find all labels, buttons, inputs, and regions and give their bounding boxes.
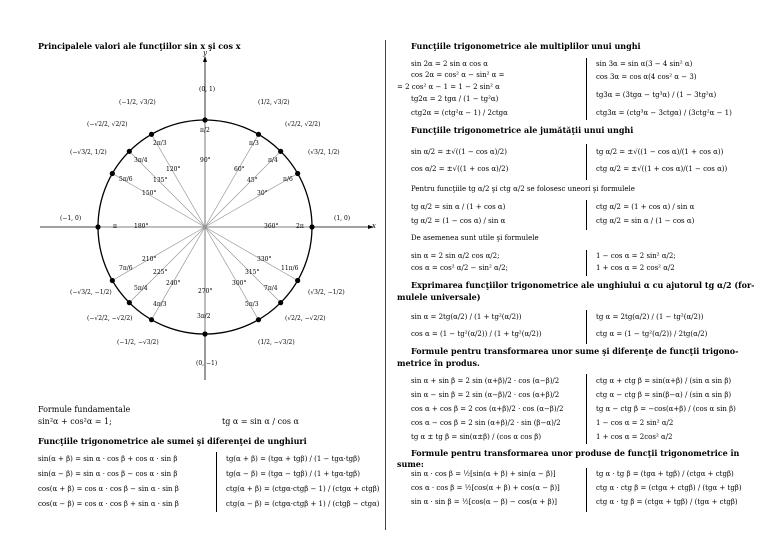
multiple-title: Funcţiile trigonometrice ale multiplilor unui unghi: [411, 41, 641, 51]
tg-formula-1: tg(α + β) = (tgα + tgβ) / (1 − tgα·tgβ): [226, 455, 360, 463]
coord-330: (√3/2, −1/2): [308, 289, 345, 296]
coord-300: (1/2, −√3/2): [258, 339, 295, 346]
point-360: [309, 224, 314, 229]
multiple-right-1: sin 3α = sin α(3 − 4 sin² α): [596, 60, 693, 68]
fundamental-title: Formule fundamentale: [38, 405, 131, 414]
multiple-divider: [586, 58, 587, 120]
transform-right-5: 1 + cos α = 2cos² α/2: [596, 433, 673, 441]
rad-5pi-4: 5π/4: [134, 285, 148, 292]
multiple-left-4: tg2α = 2 tgα / (1 − tg²α): [411, 95, 499, 103]
coord-150: (−√3/2, 1/2): [70, 149, 107, 156]
half-left-1: sin α/2 = ±√((1 − cos α)/2): [411, 148, 507, 156]
product-divider: [586, 468, 587, 512]
multiple-left-3: = 2 cos² α − 1 = 1 − 2 sin² α: [397, 83, 500, 91]
y-axis-label: y: [203, 49, 207, 57]
deg-60: 60°: [234, 166, 245, 173]
coord-30: (√3/2, 1/2): [308, 149, 340, 156]
point-120: [149, 132, 154, 137]
fundamental-identity: sin²α + cos²α = 1;: [38, 417, 112, 426]
transform-left-5: tg α ± tg β = sin(α±β) / (cos α cos β): [411, 433, 542, 441]
rad-3pi-2: 3π/2: [197, 313, 211, 320]
half-alt-left-1: tg α/2 = sin α / (1 + cos α): [411, 203, 506, 211]
point-225: [127, 300, 132, 305]
product-right-1: tg α · tg β = (tgα + tgβ) / (ctgα + ctgβ): [596, 470, 734, 478]
coord-210: (−√3/2, −1/2): [70, 289, 112, 296]
sum-formula-1: sin(α + β) = sin α · cos β + cos α · sin β: [38, 455, 178, 463]
transform-divider: [586, 374, 587, 444]
point-bottom-label: (0, −1): [196, 360, 218, 367]
product-right-3: ctg α · tg β = (ctgα + tgβ) / (tgα + ctgβ): [596, 498, 738, 506]
tg-formula-4: ctg(α − β) = (ctgα·ctgβ + 1) / (ctgβ − ctgα): [226, 500, 380, 508]
point-30: [295, 171, 300, 176]
rad-pi: π: [113, 223, 117, 230]
half-note: Pentru funcţiile tg α/2 şi ctg α/2 se folosesc uneori şi formulele: [411, 185, 635, 193]
rad-5pi-3: 5π/3: [245, 301, 259, 308]
product-right-2: ctg α · ctg β = (ctgα + ctgβ) / (tgα + tgβ): [596, 484, 742, 492]
deg-180: 180°: [134, 223, 149, 230]
useful-left-2: cos α = cos² α/2 − sin² α/2;: [411, 264, 508, 272]
point-60: [256, 132, 261, 137]
multiple-left-1: sin 2α = 2 sin α cos α: [411, 60, 488, 68]
deg-240: 240°: [166, 280, 181, 287]
rad-2pi-3: 2π/3: [153, 140, 167, 147]
transform-left-1: sin α + sin β = 2 sin (α+β)/2 · cos (α−β)/2: [411, 377, 560, 385]
express-right-1: tg α = 2tg(α/2) / (1 − tg²(α/2)): [596, 313, 704, 321]
transform-right-3: tg α − ctg β = −cos(α+β) / (cos α sin β): [596, 405, 736, 413]
sum-formula-4: cos(α − β) = cos α · cos β + sin α · sin β: [38, 500, 179, 508]
transform-right-4: 1 − cos α = 2 sin² α/2: [596, 419, 674, 427]
point-left-label: (−1, 0): [60, 215, 82, 222]
point-330: [295, 278, 300, 283]
rad-11pi-6: 11π/6: [281, 265, 299, 272]
coord-135: (−√2/2, √2/2): [87, 121, 128, 128]
point-90: [202, 117, 207, 122]
useful-divider: [586, 250, 587, 276]
deg-360: 360°: [264, 223, 279, 230]
page-title: Principalele valori ale funcţiilor sin x şi cos x: [38, 41, 241, 51]
rad-5pi-6: 5π/6: [119, 176, 133, 183]
page-divider: [385, 40, 386, 530]
point-300: [256, 317, 261, 322]
deg-90: 90°: [200, 157, 211, 164]
product-left-3: sin α · sin β = ½[cos(α − β) − cos(α + β)]: [411, 498, 558, 506]
rad-7pi-4: 7π/4: [264, 285, 278, 292]
half-left-2: cos α/2 = ±√((1 + cos α)/2): [411, 165, 509, 173]
deg-315: 315°: [245, 269, 260, 276]
useful-right-1: 1 − cos α = 2 sin² α/2;: [596, 252, 676, 260]
rad-pi-6: π/6: [283, 176, 293, 183]
rad-4pi-3: 4π/3: [153, 301, 167, 308]
point-top-label: (0, 1): [199, 86, 216, 93]
multiple-left-2: cos 2α = cos² α − sin² α =: [411, 71, 505, 79]
half-right-2: ctg α/2 = ±√((1 + cos α)/(1 − cos α)): [596, 165, 728, 173]
rad-pi-4: π/4: [268, 157, 278, 164]
transform-left-4: cos α − cos β = 2 sin (α+β)/2 · sin (β−α)/2: [411, 419, 561, 427]
point-210: [110, 278, 115, 283]
multiple-right-2: cos 3α = cos α(4 cos² α − 3): [596, 73, 697, 81]
rad-pi-2: π/2: [200, 127, 210, 134]
multiple-right-3: tg3α = (3tgα − tg³α) / (1 − 3tg²α): [596, 91, 717, 99]
express-title-line2: mulele universale): [397, 292, 481, 302]
coord-315: (√2/2, −√2/2): [285, 315, 326, 322]
deg-120: 120°: [166, 166, 181, 173]
deg-270: 270°: [198, 288, 213, 295]
express-right-2: ctg α = (1 − tg²(α/2)) / 2tg(α/2): [596, 330, 708, 338]
express-left-1: sin α = 2tg(α/2) / (1 + tg²(α/2)): [411, 313, 522, 321]
product-left-1: sin α · cos β = ½[sin(α + β) + sin(α − β)]: [411, 470, 556, 478]
half-alt-right-2: ctg α/2 = sin α / (1 − cos α): [596, 217, 695, 225]
point-270: [202, 331, 207, 336]
deg-300: 300°: [232, 280, 247, 287]
point-right-label: (1, 0): [334, 215, 351, 222]
point-180: [95, 224, 100, 229]
point-45: [278, 149, 283, 154]
coord-120: (−1/2, √3/2): [119, 99, 156, 106]
coord-45: (√2/2, √2/2): [285, 121, 321, 128]
coord-60: (1/2, √3/2): [258, 99, 290, 106]
transform-right-2: ctg α − ctg β = sin(β−α) / (sin α sin β): [596, 391, 732, 399]
deg-30: 30°: [257, 190, 268, 197]
express-divider: [586, 310, 587, 344]
deg-45: 45°: [247, 177, 258, 184]
point-240: [149, 317, 154, 322]
coord-225: (−√2/2, −√2/2): [87, 315, 133, 322]
deg-210: 210°: [142, 256, 157, 263]
point-315: [278, 300, 283, 305]
sum-section-title: Funcţiile trigonometrice ale sumei şi diferenţei de unghiuri: [38, 436, 307, 446]
express-left-2: cos α = (1 − tg²(α/2)) / (1 + tg²(α/2)): [411, 330, 542, 338]
half-right-1: tg α/2 = ±√((1 − cos α)/(1 + cos α)): [596, 148, 724, 156]
express-title-line1: Exprimarea funcţiilor trigonometrice ale unghiului α cu ajutorul tg α/2 (for-: [411, 280, 755, 290]
product-left-2: cos α · cos β = ½[cos(α + β) + cos(α − β)]: [411, 484, 560, 492]
transform-left-2: sin α − sin β = 2 sin (α−β)/2 · cos (α+β)/2: [411, 391, 560, 399]
deg-225: 225°: [153, 269, 168, 276]
sum-formula-2: sin(α − β) = sin α · cos β − cos α · sin β: [38, 470, 178, 478]
half-alt-divider: [586, 200, 587, 230]
deg-150: 150°: [142, 190, 157, 197]
deg-330: 330°: [257, 256, 272, 263]
multiple-right-4: ctg3α = (ctg³α − 3ctgα) / (3ctg²α − 1): [596, 109, 732, 117]
transform-right-1: ctg α + ctg β = sin(α+β) / (sin α sin β): [596, 377, 732, 385]
fundamental-tg: tg α = sin α / cos α: [222, 417, 299, 426]
product-title-line1: Formule pentru transformarea unor produse de funcţii trigonometrice în: [411, 448, 740, 458]
half-divider: [586, 144, 587, 180]
half-alt-left-2: tg α/2 = (1 − cos α) / sin α: [411, 217, 506, 225]
useful-left-1: sin α = 2 sin α/2 cos α/2;: [411, 252, 500, 260]
half-alt-right-1: ctg α/2 = (1 + cos α) / sin α: [596, 203, 695, 211]
point-150: [110, 171, 115, 176]
rad-pi-3: π/3: [249, 140, 259, 147]
rad-2pi: 2π: [296, 223, 304, 230]
point-135: [127, 149, 132, 154]
transform-title-line2: metrice în produs.: [397, 358, 480, 368]
useful-right-2: 1 + cos α = 2 cos² α/2: [596, 264, 675, 272]
sum-formula-3: cos(α + β) = cos α · cos β − sin α · sin β: [38, 485, 179, 493]
transform-title-line1: Formule pentru transformarea unor sume şi diferenţe de funcţii trigono-: [411, 346, 739, 356]
tg-formula-3: ctg(α + β) = (ctgα·ctgβ − 1) / (ctgα + ctgβ): [226, 485, 380, 493]
multiple-left-5: ctg2α = (ctg²α − 1) / 2ctgα: [411, 109, 508, 117]
product-title-line2: sume:: [397, 459, 424, 469]
tg-formula-2: tg(α − β) = (tgα − tgβ) / (1 + tgα·tgβ): [226, 470, 360, 478]
rad-3pi-4: 3π/4: [134, 157, 148, 164]
transform-left-3: cos α + cos β = 2 cos (α+β)/2 · cos (α−β)/2: [411, 405, 564, 413]
rad-7pi-6: 7π/6: [119, 265, 133, 272]
x-axis-label: x: [372, 222, 376, 230]
half-title: Funcţiile trigonometrice ale jumătăţii unui unghi: [411, 125, 634, 135]
deg-135: 135°: [153, 177, 168, 184]
coord-240: (−1/2, −√3/2): [117, 339, 159, 346]
sum-divider: [216, 452, 217, 512]
useful-note: De asemenea sunt utile şi formulele: [411, 234, 539, 242]
